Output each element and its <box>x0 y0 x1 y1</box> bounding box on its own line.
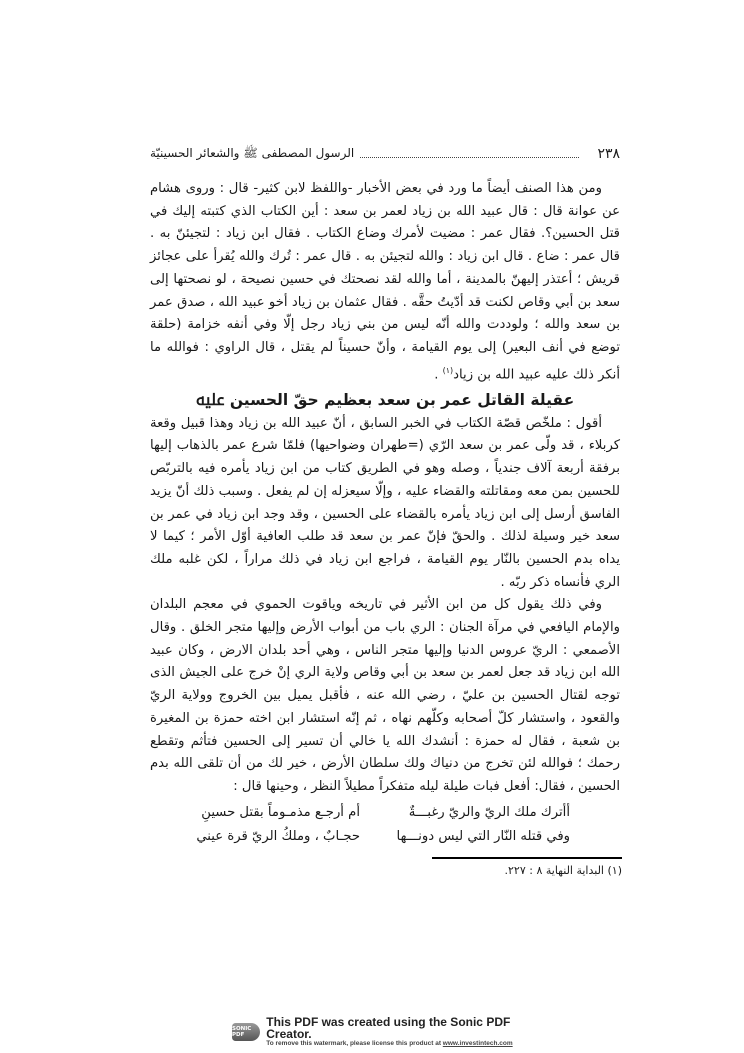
watermark-line-1: This PDF was created using the Sonic PDF Creator. <box>266 1015 511 1042</box>
poem-verse <box>150 825 620 849</box>
poem-hemistich-first: وفي قتله النّار التي ليس دونـــها <box>396 828 570 844</box>
paragraph-1-text: ومن هذا الصنف أيضاً ما ورد في بعض الأخبار -واللفظ لابن كثير- قال : وروى هشام عن عوانة قال : قال عبيد الله بن زياد لعمر بن سعد : أين الكتاب الذي كتبته إليك في قتل الحسين؟. فقال عمر : مضيت لأمرك وضاع الكتاب . فقال ابن زياد : لتجيئنّ به . قال عمر : ضاع . قال ابن زياد : والله لتجيئن به . قال عمر : تُرك والله يُقرأ على عجائز قريش ؛ أعتذر إليهنّ بالمدينة ، أما والله لقد نصحتك في حسين نصيحة ، لو نصحتها إلى سعد بن أبي وقاص لكنت قد أدّيتُ حقَّه . فقال عثمان بن زياد أخو عبيد الله ، صدق عمر بن سعد والله ؛ ولوددت والله أنّه ليس من بني زياد رجل إلّا وفي أنفه خزامة (حلقة توضع في أنف البعير) إلى يوم القيامة ، وأنّ حسيناً لم يقتل ، قال الراوي : فوالله ما أنكر ذلك عليه عبيد الله بن زياد <box>150 181 620 383</box>
sonic-pdf-logo-icon: SONIC PDF <box>232 1023 260 1041</box>
paragraph-2: أقول : ملخّص قصّة الكتاب في الخبر السابق ، أنّ عبيد الله بن زياد وهذا قبيل وقعة كربلاء ، قد ولّى عمر بن سعد الرّي (=طهران وضواحيها) فلمّا شرع عمر بالذهاب إليها برفقة أربعة آلاف جندياً ، وصله وهو في الطريق كتاب من ابن زياد يأمره فيه بالتربّص للحسين بمن معه ومقاتلته والقضاء عليه ، وإلّا سيعزله إن لم يفعل . وسبب ذلك أنّ يزيد الفاسق أرسل إلى ابن زياد يأمره بالقضاء على الحسين ، وقد وجد ابن زياد في عمر بن سعد خير وسيلة لذلك . والحقّ فإنّ عمر بن سعد قد طلب العافية أوّل الأمر ؛ كيما لا يداه بدم الحسين بالنّار يوم القيامة ، فراجع ابن زياد في ذلك مراراً ، لكن غلبه ملك الري فأنساه ذكر ربّه . <box>150 415 620 590</box>
pdf-watermark <box>232 1015 542 1048</box>
paragraph-3: وفي ذلك يقول كل من ابن الأثير في تاريخه وياقوت الحموي في معجم البلدان والإمام اليافعي في مرآة الجنان : الري باب من أبواب الأرض وإليها متجر الخلق . وقال الأصمعي : الريّ عروس الدنيا وإليها متجر الناس ، وهي أحد بلدان الارض ، وكان عبيد الله ابن زياد قد جعل لعمر بن سعد بن أبي وقاص ولاية الري إنْ خرج على الجيش الذى توجه لقتال الحسين بن عليّ ، رضي الله عنه ، فأقبل يميل بين الخروج وولاية الريّ والقعود ، واستشار كلّ أصحابه وكلّهم نهاه ، ثم إنّه استشار ابن اخته حمزة بن المغيرة بن شعبة ، فقال له حمزة : أنشدك الله يا خالي أن تسير إلى الحسين فتأثم وتقطع رحمك ؛ فوالله لئن تخرج من دنياك ولك سلطان الأرض ، خير لك من أن تلقى الله بدم الحسين ، فقال: أفعل فبات طيلة ليله متفكراً مطيلاً النظر ، وحينها قال : <box>150 597 620 794</box>
poem-hemistich-second: أم أرجـع مذمـوماً بقتل حسينِ <box>201 804 360 820</box>
body-text <box>150 178 620 849</box>
poem <box>150 801 620 849</box>
header-dot-leader <box>360 157 579 158</box>
running-title: الرسول المصطفى ﷺ والشعائر الحسينيّة <box>150 145 355 160</box>
poem-hemistich-second: حجـابٌ ، وملكُ الريّ قرة عيني <box>196 828 360 844</box>
paragraph-1-end: . <box>434 367 443 383</box>
page-header <box>150 143 620 165</box>
poem-hemistich-first: أأترك ملك الريّ والريّ رغبـــةٌ <box>408 804 570 820</box>
section-heading: عقيلة القاتل عمر بن سعد بعظيم حقّ الحسين ﷷ <box>195 390 575 409</box>
footnote-ref-1[interactable]: (١) <box>442 365 454 375</box>
watermark-link[interactable]: www.investintech.com <box>442 1040 513 1048</box>
watermark-line-2 <box>266 1041 542 1048</box>
page-number: ٢٣٨ <box>597 146 620 162</box>
paragraph-1 <box>150 178 620 387</box>
footnote-separator <box>432 857 622 859</box>
watermark-text <box>266 1016 542 1048</box>
watermark-line-2-prefix: To remove this watermark, please license this product at <box>266 1040 443 1048</box>
footnote-1: (١) البداية النهاية ٨ : ٢٢٧. <box>504 864 622 877</box>
poem-verse <box>150 801 620 825</box>
